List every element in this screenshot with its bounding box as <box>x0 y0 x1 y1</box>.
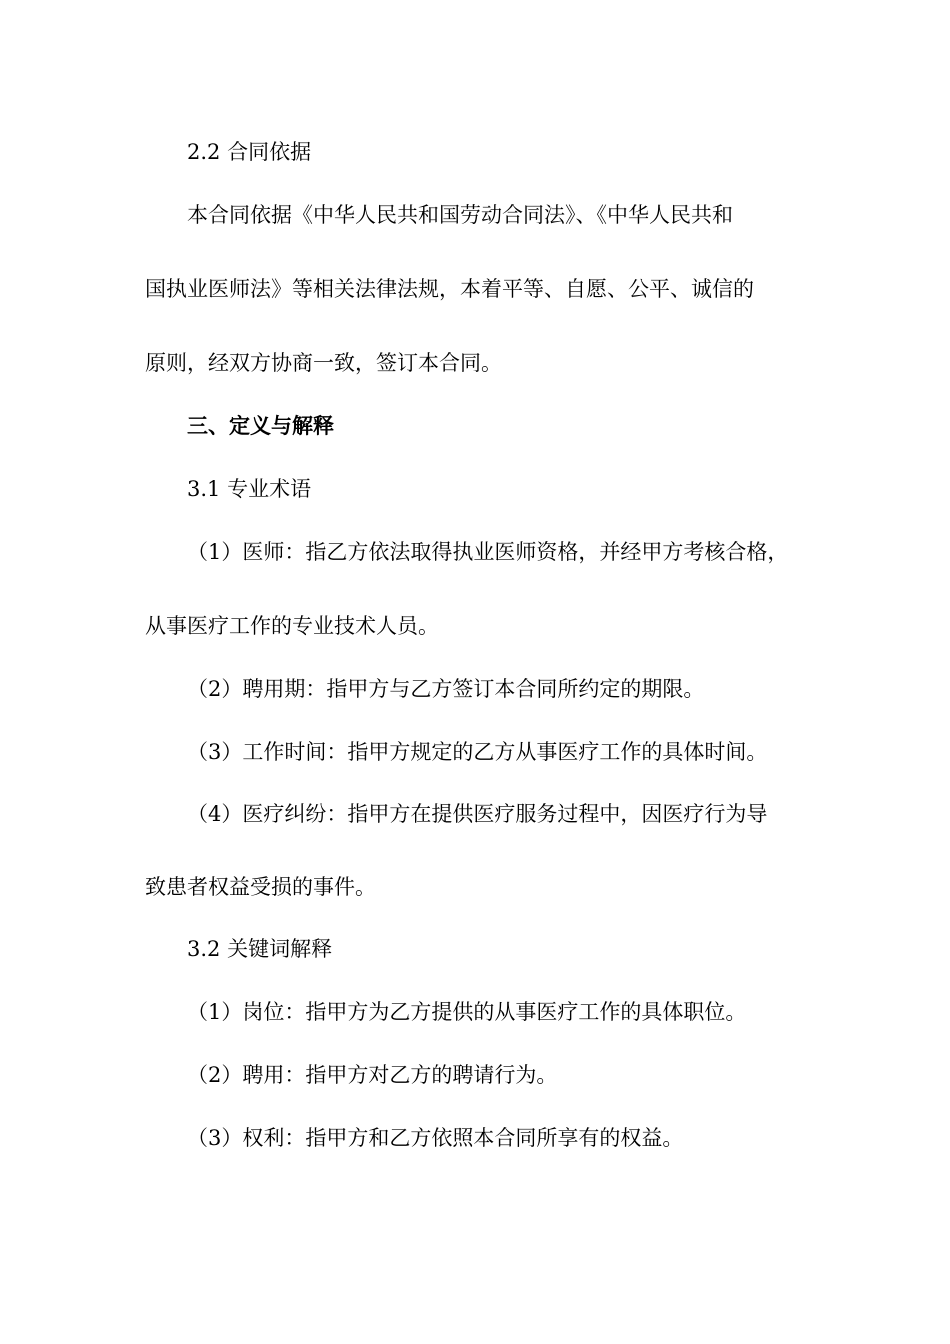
section-3-2-heading: 3.2 关键词解释 <box>187 937 333 961</box>
term-item-continuation: 从事医疗工作的专业技术人员。 <box>145 614 439 638</box>
keyword-item: （2）聘用：指甲方对乙方的聘请行为。 <box>187 1063 558 1087</box>
section-3-heading: 三、定义与解释 <box>187 413 334 438</box>
term-item-continuation: 致患者权益受损的事件。 <box>145 875 376 899</box>
term-item: （3）工作时间：指甲方规定的乙方从事医疗工作的具体时间。 <box>187 740 768 764</box>
keyword-item: （3）权利：指甲方和乙方依照本合同所享有的权益。 <box>187 1126 684 1150</box>
paragraph-line: 本合同依据《中华人民共和国劳动合同法》、《中华人民共和 <box>187 203 733 227</box>
term-item: （4）医疗纠纷：指甲方在提供医疗服务过程中，因医疗行为导 <box>187 802 768 826</box>
paragraph-line: 原则，经双方协商一致，签订本合同。 <box>145 351 502 375</box>
paragraph-line: 国执业医师法》等相关法律法规，本着平等、自愿、公平、诚信的 <box>145 277 754 301</box>
keyword-item: （1）岗位：指甲方为乙方提供的从事医疗工作的具体职位。 <box>187 1000 747 1024</box>
term-item: （1）医师：指乙方依法取得执业医师资格，并经甲方考核合格， <box>187 540 789 564</box>
section-2-2-heading: 2.2 合同依据 <box>187 140 312 164</box>
term-item: （2）聘用期：指甲方与乙方签订本合同所约定的期限。 <box>187 677 705 701</box>
section-3-1-heading: 3.1 专业术语 <box>187 477 312 501</box>
